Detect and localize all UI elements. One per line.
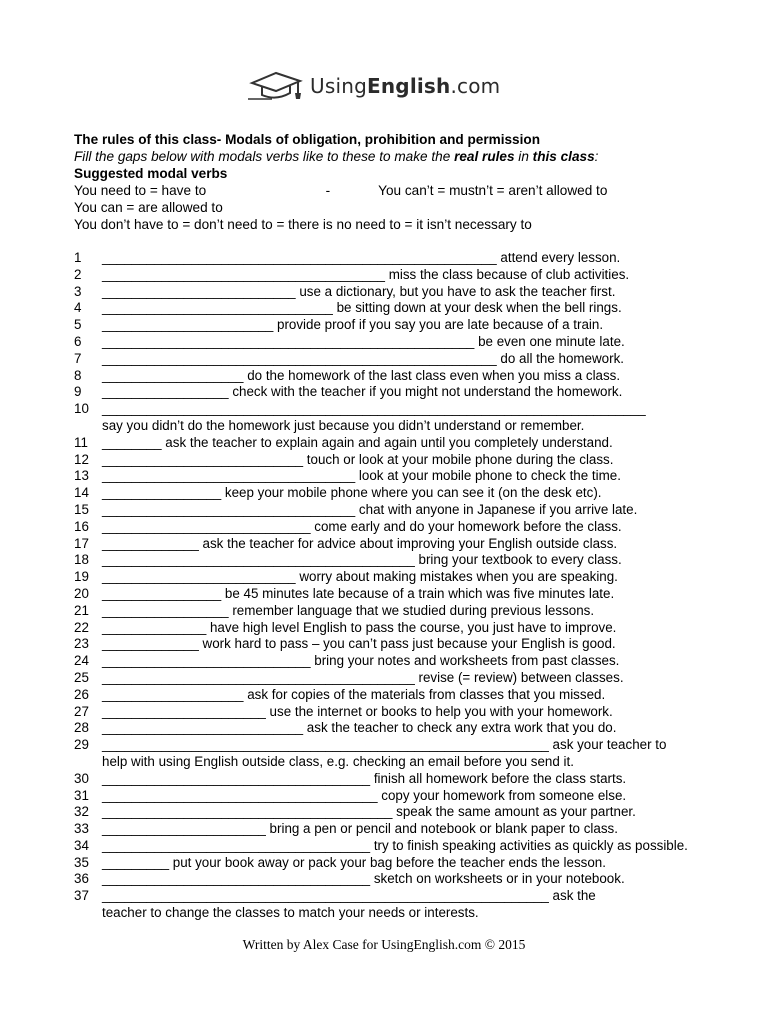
- item-text: _____________________________________________________ attend every lesson.: [102, 250, 621, 265]
- item-number: 3: [74, 283, 82, 299]
- item-number: 36: [74, 871, 89, 887]
- exercise-item: [74, 452, 714, 469]
- exercise-item: [74, 502, 714, 519]
- logo-wordmark: UsingEnglish.com: [310, 74, 501, 98]
- site-logo: [246, 70, 500, 102]
- item-text: _________________ remember language that we studied during previous lessons.: [102, 602, 595, 618]
- item-text: ____________________________ come early and do your homework before the class.: [102, 518, 622, 534]
- item-continuation: teacher to change the classes to match your needs or interests.: [102, 905, 479, 921]
- item-number: 25: [74, 669, 89, 685]
- item-text: ___________________________ touch or look at your mobile phone during the class.: [102, 451, 614, 467]
- item-text: ________________ keep your mobile phone where you can see it (on the desk etc).: [102, 485, 602, 501]
- item-text: __________________________________ chat with anyone in Japanese if you arrive late.: [102, 501, 638, 517]
- item-text: ____________________________________________________________ ask the: [102, 888, 596, 904]
- item-text: _____________________________________________________ do all the homework.: [102, 350, 624, 366]
- item-text: ____________________________________ finish all homework before the class starts.: [102, 770, 627, 786]
- item-number: 17: [74, 535, 89, 551]
- item-number: 14: [74, 485, 89, 501]
- item-text: __________________________________________ bring your textbook to every class.: [102, 552, 622, 568]
- item-text: ______________________ use the internet or books to help you with your homework.: [102, 703, 613, 719]
- item-text: __________________________________________ revise (= review) between classes.: [102, 669, 624, 685]
- item-number: 34: [74, 837, 89, 853]
- item-number: 1: [74, 250, 82, 265]
- item-number: 7: [74, 350, 82, 366]
- item-number: 10: [74, 401, 89, 417]
- item-number: 20: [74, 585, 89, 601]
- item-text: ___________________ do the homework of the last class even when you miss a class.: [102, 367, 621, 383]
- exercise-item: [74, 284, 714, 301]
- item-text: ______________________ bring a pen or pencil and notebook or blank paper to class.: [102, 821, 618, 837]
- item-number: 11: [74, 434, 88, 450]
- exercise-item: [74, 687, 714, 704]
- exercise-item: [74, 737, 714, 754]
- item-number: 22: [74, 619, 89, 635]
- item-number: 26: [74, 686, 89, 702]
- item-text: ______________________________________ miss the class because of club activities.: [102, 266, 630, 282]
- item-number: 4: [74, 300, 82, 316]
- exercise-item: [74, 586, 714, 603]
- exercise-item: [74, 401, 714, 418]
- exercise-item: [74, 519, 714, 536]
- instructions: Fill the gaps below with modals verbs like to these to make the real rules in this class:: [74, 149, 599, 164]
- exercise-item: [74, 855, 714, 872]
- item-number: 12: [74, 451, 89, 467]
- item-number: 6: [74, 333, 82, 349]
- footer-credit: Written by Alex Case for UsingEnglish.com © 2015: [242, 937, 526, 952]
- exercise-item: [74, 435, 714, 452]
- modal-line-1: You need to = have to - You can’t = mustn’t = aren’t allowed to: [74, 183, 608, 198]
- exercise-item: [74, 468, 714, 485]
- item-number: 35: [74, 854, 89, 870]
- item-number: 21: [74, 602, 89, 618]
- exercise-item: [74, 334, 714, 351]
- item-number: 37: [74, 888, 89, 904]
- item-number: 19: [74, 569, 89, 585]
- exercise-item: [74, 485, 714, 502]
- exercise-item: [74, 888, 714, 905]
- exercise-item: [74, 317, 714, 334]
- item-text: _______________________________________ speak the same amount as your partner.: [102, 804, 636, 820]
- exercise-item: [74, 368, 714, 385]
- exercise-item: [74, 636, 714, 653]
- item-text: _____________________________________ copy your homework from someone else.: [102, 787, 627, 803]
- exercise-item: [74, 569, 714, 586]
- item-text: ______________ have high level English to pass the course, you just have to improve.: [102, 619, 617, 635]
- item-number: 23: [74, 636, 89, 652]
- item-number: 27: [74, 703, 89, 719]
- exercise-item: [74, 384, 714, 401]
- item-text: _________________ check with the teacher if you might not understand the homework.: [102, 384, 623, 400]
- item-continuation: help with using English outside class, e.g. checking an email before you send it.: [102, 753, 574, 769]
- exercise-item: [74, 704, 714, 721]
- item-number: 30: [74, 770, 89, 786]
- item-number: 29: [74, 737, 89, 753]
- item-text: ___________________________ ask the teacher to check any extra work that you do.: [102, 720, 617, 736]
- item-number: 31: [74, 787, 89, 803]
- item-text: __________________________________ look at your mobile phone to check the time.: [102, 468, 621, 484]
- item-text: ________ ask the teacher to explain again and again until you completely understand.: [102, 434, 613, 450]
- item-number: 5: [74, 317, 82, 333]
- item-number: 15: [74, 501, 89, 517]
- item-number: 32: [74, 804, 89, 820]
- exercise-item: [74, 620, 714, 637]
- exercise-item: [74, 267, 714, 284]
- item-text: _________________________________________________________________________: [102, 401, 646, 417]
- item-number: 8: [74, 367, 82, 383]
- item-number: 13: [74, 468, 89, 484]
- item-number: 33: [74, 821, 89, 837]
- item-text: _____________ work hard to pass – you can’t pass just because your English is good.: [102, 636, 616, 652]
- item-text: ____________________________________ sketch on worksheets or in your notebook.: [102, 871, 625, 887]
- exercise-item: [74, 351, 714, 368]
- exercise-item: [74, 250, 714, 267]
- item-text: _____________ ask the teacher for advice about improving your English outside class.: [102, 535, 618, 551]
- item-number: 28: [74, 720, 89, 736]
- exercise-item: [74, 788, 714, 805]
- item-text: _______________________ provide proof if you say you are late because of a train.: [102, 317, 604, 333]
- item-text: ____________________________________________________________ ask your teacher to: [102, 737, 667, 753]
- exercise-item: [74, 603, 714, 620]
- item-text: ________________ be 45 minutes late because of a train which was five minutes late.: [102, 585, 615, 601]
- item-text: __________________________ use a dictionary, but you have to ask the teacher first.: [102, 283, 616, 299]
- exercise-item: [74, 552, 714, 569]
- exercise-item: [74, 821, 714, 838]
- item-text: ____________________________________ try to finish speaking activities as quickly as possible.: [102, 837, 688, 853]
- exercise-item: [74, 804, 714, 821]
- exercise-item: [74, 653, 714, 670]
- item-continuation: say you didn’t do the homework just because you didn’t understand or remember.: [102, 417, 585, 433]
- worksheet-header: [74, 131, 714, 233]
- exercise-list: [74, 250, 714, 922]
- graduation-cap-icon: [246, 69, 306, 103]
- item-number: 18: [74, 552, 89, 568]
- item-number: 16: [74, 518, 89, 534]
- item-text: ___________________ ask for copies of the materials from classes that you missed.: [102, 686, 606, 702]
- item-number: 2: [74, 266, 82, 282]
- exercise-item: [74, 670, 714, 687]
- exercise-item: [74, 771, 714, 788]
- item-text: __________________________________________________ be even one minute late.: [102, 333, 625, 349]
- modal-line-3: You don’t have to = don’t need to = there is no need to = it isn’t necessary to: [74, 217, 532, 232]
- exercise-item: [74, 871, 714, 888]
- item-number: 9: [74, 384, 82, 400]
- modal-line-2: You can = are allowed to: [74, 200, 223, 215]
- exercise-item: [74, 720, 714, 737]
- exercise-item: [74, 838, 714, 855]
- item-text: _________ put your book away or pack your bag before the teacher ends the lesson.: [102, 854, 606, 870]
- item-number: 24: [74, 653, 89, 669]
- exercise-item: [74, 536, 714, 553]
- exercise-item: [74, 300, 714, 317]
- item-text: _______________________________ be sitting down at your desk when the bell rings.: [102, 300, 622, 316]
- item-text: ____________________________ bring your notes and worksheets from past classes.: [102, 653, 620, 669]
- item-text: __________________________ worry about making mistakes when you are speaking.: [102, 569, 618, 585]
- suggested-verbs-heading: Suggested modal verbs: [74, 166, 228, 181]
- worksheet-title: The rules of this class- Modals of obligation, prohibition and permission: [74, 132, 540, 147]
